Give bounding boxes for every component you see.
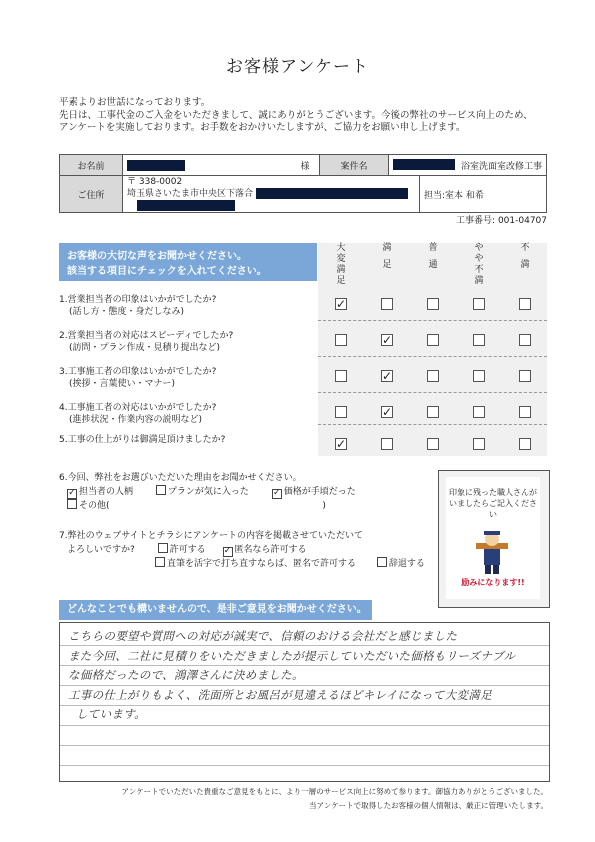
checkbox[interactable]	[67, 499, 77, 509]
rating-checkbox[interactable]	[473, 298, 485, 310]
banner-line: お客様の大切な声をお聞かせください。	[67, 251, 247, 262]
question-banner	[59, 243, 317, 281]
project-value: 浴室洗面室改修工事	[460, 161, 542, 172]
footer-thanks: アンケートでいただいた貴重なご意見をもとに、より一層のサービス向上に努めて参ります。御協力ありがとうございました。	[121, 787, 548, 796]
ruled-line	[60, 765, 549, 766]
column-header-char: 大	[336, 243, 346, 253]
page-title: お客様アンケート	[226, 57, 369, 77]
intro-line: 平素よりお世話になっております。	[59, 97, 211, 108]
comment-line: また今回、二社に見積りをいただきましたが提示していただいた価格もリーズナブル	[68, 648, 516, 663]
question-subtext: (挨拶・言葉使い・マナー)	[69, 379, 176, 389]
address-text: 埼玉県さいたま市中央区下落合	[127, 189, 254, 199]
rating-checkbox-checked[interactable]: ✓	[382, 405, 393, 419]
worker-illustration-icon	[472, 527, 512, 575]
rating-checkbox[interactable]	[427, 298, 439, 310]
rating-checkbox[interactable]	[427, 334, 439, 346]
rating-checkbox[interactable]	[335, 370, 347, 382]
question-3	[59, 366, 329, 390]
q6-option-label: 担当者の人柄	[79, 487, 134, 497]
rating-checkbox[interactable]	[519, 406, 531, 418]
address-label: ご住所	[60, 176, 123, 213]
staff-prompt: 印象に残った職人さんが	[449, 488, 537, 497]
question-7	[59, 530, 425, 571]
q7-option-anonymous[interactable]	[223, 545, 307, 555]
question-text: 4.工事施工者の対応はいかがでしたか?	[59, 403, 217, 413]
row-divider	[318, 424, 547, 425]
staff-field: 担当:室本 和希	[420, 176, 547, 213]
column-header-char: 足	[336, 276, 346, 286]
address-field	[123, 176, 420, 213]
rating-checkbox[interactable]	[335, 334, 347, 346]
job-number: 工事番号: 001-04707	[456, 216, 547, 226]
question-text: 1.営業担当者の印象はいかがでしたか?	[59, 295, 217, 305]
q6-option-staff[interactable]	[67, 487, 133, 497]
column-header-char: 満	[336, 265, 346, 275]
question-1	[59, 294, 329, 318]
column-header-char: 満	[520, 260, 530, 270]
comment-line: こちらの要望や質問への対応が誠実で、信頼のおける会社だと感じました	[68, 629, 458, 643]
ruled-line	[60, 725, 549, 726]
checkbox[interactable]	[156, 485, 166, 495]
rating-checkbox[interactable]	[473, 370, 485, 382]
q6-option-label: その他(	[79, 501, 110, 511]
ruled-line	[60, 745, 549, 746]
rating-checkbox[interactable]	[335, 406, 347, 418]
rating-checkbox[interactable]	[519, 334, 531, 346]
rating-checkbox[interactable]	[381, 438, 393, 450]
encouragement-badge: 励みになります!!	[461, 578, 525, 587]
checkbox[interactable]	[158, 543, 168, 553]
rating-checkbox[interactable]	[519, 438, 531, 450]
rating-checkbox-checked[interactable]: ✓	[336, 297, 347, 311]
column-header-char: 足	[382, 260, 392, 270]
redacted-project	[393, 159, 455, 170]
column-header-char: 満	[382, 243, 392, 253]
comment-line: 工事の仕上がりもよく、洗面所とお風呂が見違えるほどキレイになって大変満足	[68, 687, 492, 702]
comment-box[interactable]	[59, 622, 550, 782]
staff-memo-box	[438, 470, 550, 608]
redacted-name	[127, 160, 185, 171]
comment-line: しています。	[76, 707, 146, 721]
rating-checkbox[interactable]	[473, 334, 485, 346]
column-header-char: や	[474, 243, 484, 253]
q6-close-paren: )	[322, 501, 326, 511]
rating-checkbox[interactable]	[519, 298, 531, 310]
redacted-address	[256, 188, 408, 199]
handwritten-comment	[68, 627, 540, 725]
rating-column-header	[502, 243, 548, 295]
q7-option-decline[interactable]	[377, 559, 425, 569]
column-header-char: 不	[474, 265, 484, 275]
project-label: 案件名	[320, 155, 389, 176]
question-7-text: 7.弊社のウェブサイトとチラシにアンケートの内容を掲載させていただいて	[59, 531, 364, 541]
rating-checkbox[interactable]	[427, 370, 439, 382]
question-text: 2.営業担当者の対応はスピーディでしたか?	[59, 331, 234, 341]
q6-option-other[interactable]	[67, 501, 110, 511]
intro-line: アンケートを実施しております。お手数をおかけいたしますが、ご協力をお願い申し上げます。	[59, 122, 466, 133]
checkbox[interactable]	[155, 557, 165, 567]
question-6-text: 6.今回、弊社をお選びいただいた理由をお聞かせください。	[59, 473, 302, 483]
q6-option-price[interactable]	[272, 487, 356, 497]
intro-text	[59, 97, 533, 135]
q7-text-2: よろしいですか?	[67, 545, 135, 555]
column-header-char: 変	[336, 254, 346, 264]
name-label: お名前	[60, 155, 123, 176]
checkbox-checked[interactable]: ✓	[273, 488, 281, 498]
rating-checkbox-checked[interactable]: ✓	[336, 437, 347, 451]
row-divider	[318, 392, 547, 393]
q7-option-label: 匿名なら許可する	[234, 545, 307, 555]
rating-column-header	[410, 243, 456, 295]
q6-option-label: プランが気に入った	[167, 487, 249, 497]
zip-code: 〒 338-0002	[127, 177, 183, 187]
rating-column-header	[364, 243, 410, 295]
question-6	[59, 472, 356, 513]
question-4	[59, 402, 329, 426]
rating-column-header	[318, 243, 364, 295]
column-header-char: 満	[474, 276, 484, 286]
question-text: 5.工事の仕上がりは御満足頂けましたか?	[59, 435, 226, 445]
q6-option-plan[interactable]	[156, 487, 249, 497]
question-text: 3.工事施工者の印象はいかがでしたか?	[59, 367, 217, 377]
customer-info-table	[59, 154, 547, 213]
sama-label: 様	[291, 155, 320, 176]
rating-checkbox[interactable]	[519, 370, 531, 382]
comment-line: な価格だったので、鴻澤さんに決めました。	[68, 668, 304, 682]
question-2	[59, 330, 329, 354]
redacted-address-2	[137, 200, 235, 211]
q7-option-retype[interactable]	[155, 559, 356, 569]
checkbox[interactable]	[377, 557, 387, 567]
comment-banner: どんなことでも構いませんので、是非ご意見をお聞かせください。	[59, 600, 372, 620]
staff-memo-area[interactable]	[446, 477, 540, 599]
rating-checkbox-checked[interactable]: ✓	[382, 333, 393, 347]
column-header-char: 普	[428, 243, 438, 253]
intro-line: 先日は、工事代金のご入金をいただきまして、誠にありがとうございます。今後の弊社のサービス向上のため、	[59, 109, 533, 121]
q7-option-label: 許可する	[169, 545, 206, 555]
staff-prompt: いましたらご記入ください	[449, 499, 537, 519]
name-field	[123, 155, 292, 176]
rating-column-header	[456, 243, 502, 295]
question-5	[59, 434, 329, 446]
q7-option-label: 辞退する	[388, 559, 425, 569]
column-header-char: 通	[428, 260, 438, 270]
rating-checkbox[interactable]	[427, 406, 439, 418]
column-header-char: や	[474, 254, 484, 264]
project-field	[389, 155, 547, 176]
rating-checkbox-checked[interactable]: ✓	[382, 369, 393, 383]
column-header-char: 不	[520, 243, 530, 253]
rating-checkbox[interactable]	[473, 438, 485, 450]
q7-option-label: 直筆を活字で打ち直すならば、匿名で許可する	[167, 559, 357, 569]
footer-privacy: 当アンケートで取得したお客様の個人情報は、厳正に管理いたします。	[309, 801, 548, 810]
rating-checkbox[interactable]	[427, 438, 439, 450]
rating-checkbox[interactable]	[381, 298, 393, 310]
q6-option-label: 価格が手頃だった	[283, 487, 356, 497]
row-divider	[318, 320, 547, 321]
rating-checkbox[interactable]	[473, 406, 485, 418]
question-subtext: (訪問・プラン作成・見積り提出など)	[69, 343, 221, 353]
q7-option-allow[interactable]	[158, 545, 206, 555]
question-subtext: (進捗状況・作業内容の説明など)	[69, 415, 203, 425]
checkbox-checked[interactable]: ✓	[68, 488, 76, 498]
checkbox-checked[interactable]: ✓	[223, 546, 232, 556]
banner-line: 該当する項目にチェックを入れてください。	[67, 266, 267, 277]
question-subtext: (話し方・態度・身だしなみ)	[69, 307, 185, 317]
row-divider	[318, 356, 547, 357]
